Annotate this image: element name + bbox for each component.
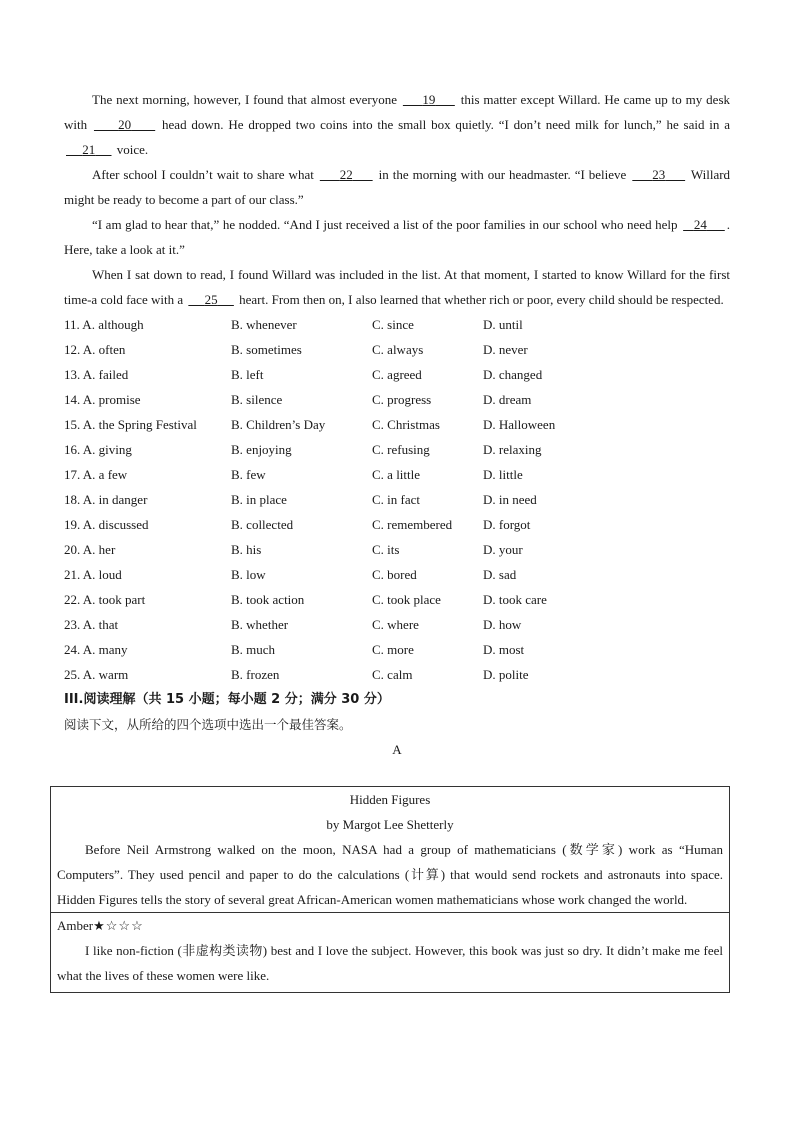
passage-paragraph-2	[64, 162, 730, 212]
option-c: C. Christmas	[372, 417, 440, 432]
option-b: B. in place	[231, 492, 287, 507]
passage-text: After school I couldn’t wait to share what	[92, 167, 314, 182]
option-c: C. more	[372, 642, 414, 657]
option-c: C. where	[372, 617, 419, 632]
option-a: 14. A. promise	[64, 392, 141, 407]
option-row	[64, 437, 730, 462]
option-a: 25. A. warm	[64, 667, 129, 682]
option-c: C. since	[372, 317, 414, 332]
blank-24: 24	[693, 217, 707, 232]
option-a: 23. A. that	[64, 617, 119, 632]
option-d: D. Halloween	[483, 417, 556, 432]
option-d: D. sad	[483, 567, 517, 582]
passage-text: The next morning, however, I found that almost everyone	[92, 92, 397, 107]
option-row	[64, 562, 730, 587]
option-c: C. its	[372, 542, 400, 557]
passage-paragraph-4	[64, 262, 730, 312]
option-b: B. low	[231, 567, 266, 582]
option-b: B. Children’s Day	[231, 417, 326, 432]
option-a: 24. A. many	[64, 642, 128, 657]
option-row	[64, 312, 730, 337]
answer-options	[64, 312, 730, 687]
option-c: C. progress	[372, 392, 432, 407]
option-d: D. forgot	[483, 517, 531, 532]
option-d: D. never	[483, 342, 528, 357]
option-row	[64, 512, 730, 537]
option-b: B. sometimes	[231, 342, 302, 357]
option-b: B. took action	[231, 592, 305, 607]
blank-23: 23	[652, 167, 666, 182]
passage-text: this matter except Willard. He came up to my desk with	[64, 92, 731, 132]
exam-page	[64, 87, 730, 762]
passage-text: heart. From then on, I also learned that whether rich or poor, every child should be respected.	[239, 292, 724, 307]
passage-text: When I sat down to read, I found Willard was included in the list. At that moment, I started to know Willard for the first time-a cold face with a	[64, 267, 730, 307]
blank-19: 19	[422, 92, 436, 107]
option-a: 22. A. took part	[64, 592, 146, 607]
passage-label: A	[392, 742, 402, 757]
star-rating: ★☆☆☆	[93, 918, 144, 933]
option-d: D. took care	[483, 592, 547, 607]
reviewer-line	[57, 913, 723, 938]
option-row	[64, 587, 730, 612]
book-info	[51, 787, 729, 912]
option-b: B. silence	[231, 392, 283, 407]
option-b: B. much	[231, 642, 276, 657]
option-row	[64, 537, 730, 562]
option-row	[64, 412, 730, 437]
option-a: 20. A. her	[64, 542, 116, 557]
option-a: 18. A. in danger	[64, 492, 148, 507]
option-c: C. calm	[372, 667, 413, 682]
option-b: B. few	[231, 467, 266, 482]
option-d: D. your	[483, 542, 523, 557]
option-b: B. left	[231, 367, 264, 382]
option-d: D. how	[483, 617, 522, 632]
book-author: by Margot Lee Shetterly	[326, 817, 454, 832]
option-d: D. most	[483, 642, 525, 657]
option-b: B. frozen	[231, 667, 280, 682]
option-row	[64, 337, 730, 362]
option-a: 15. A. the Spring Festival	[64, 417, 197, 432]
passage-paragraph-1	[64, 87, 730, 162]
option-a: 16. A. giving	[64, 442, 132, 457]
option-row	[64, 637, 730, 662]
option-row	[64, 487, 730, 512]
option-c: C. remembered	[372, 517, 453, 532]
option-a: 12. A. often	[64, 342, 126, 357]
passage-text: in the morning with our headmaster. “I believe	[378, 167, 627, 182]
option-row	[64, 612, 730, 637]
option-c: C. agreed	[372, 367, 422, 382]
passage-text: voice.	[116, 142, 149, 157]
passage-text: . Here, take a look at it.”	[64, 217, 731, 257]
book-title: Hidden Figures	[349, 792, 431, 807]
option-a: 19. A. discussed	[64, 517, 149, 532]
option-d: D. changed	[483, 367, 543, 382]
option-d: D. in need	[483, 492, 537, 507]
option-c: C. always	[372, 342, 424, 357]
blank-22: 22	[339, 167, 353, 182]
passage-paragraph-3	[64, 212, 730, 262]
option-b: B. whether	[231, 617, 289, 632]
option-a: 11. A. although	[64, 317, 144, 332]
section-instruction: 阅读下文，从所给的四个选项中选出一个最佳答案。	[64, 717, 352, 732]
option-row	[64, 362, 730, 387]
blank-21: 21	[82, 142, 96, 157]
option-d: D. dream	[483, 392, 532, 407]
option-b: B. enjoying	[231, 442, 292, 457]
book-description: Before Neil Armstrong walked on the moon, NASA had a group of mathematicians (数学家) work as “Human Computers”. They used pencil and paper to do the calculations (计算) that would send rockets and astronauts into space. Hidden Figures tells the story of several great African-American women mathematicians whose work changed the world.	[57, 842, 723, 907]
passage-text: head down. He dropped two coins into the small box quietly. “I don’t need milk for lunch,” he said in a	[162, 117, 731, 132]
option-row	[64, 462, 730, 487]
option-c: C. took place	[372, 592, 441, 607]
option-b: B. his	[231, 542, 262, 557]
passage-text: Willard might be ready to become a part of our class.”	[64, 167, 731, 207]
review-amber	[51, 912, 729, 992]
option-c: C. in fact	[372, 492, 421, 507]
review-text: I like non-fiction (非虚构类读物) best and I love the subject. However, this book was just so dry. It didn’t make me feel what the lives of these women were like.	[57, 943, 723, 983]
blank-25: 25	[204, 292, 218, 307]
reviewer-name: Amber	[57, 918, 94, 933]
option-b: B. whenever	[231, 317, 297, 332]
option-d: D. until	[483, 317, 523, 332]
option-d: D. polite	[483, 667, 529, 682]
option-d: D. little	[483, 467, 523, 482]
option-b: B. collected	[231, 517, 294, 532]
section-title: III.阅读理解（共 15 小题；每小题 2 分；满分 30 分）	[64, 692, 390, 707]
book-review-box	[50, 786, 730, 993]
option-a: 17. A. a few	[64, 467, 128, 482]
option-a: 21. A. loud	[64, 567, 122, 582]
option-c: C. a little	[372, 467, 421, 482]
option-c: C. bored	[372, 567, 417, 582]
option-d: D. relaxing	[483, 442, 542, 457]
option-row	[64, 387, 730, 412]
option-a: 13. A. failed	[64, 367, 129, 382]
passage-text: “I am glad to hear that,” he nodded. “And I just received a list of the poor families in our school who need help	[92, 217, 678, 232]
option-c: C. refusing	[372, 442, 430, 457]
option-row	[64, 662, 730, 687]
blank-20: 20	[118, 117, 132, 132]
